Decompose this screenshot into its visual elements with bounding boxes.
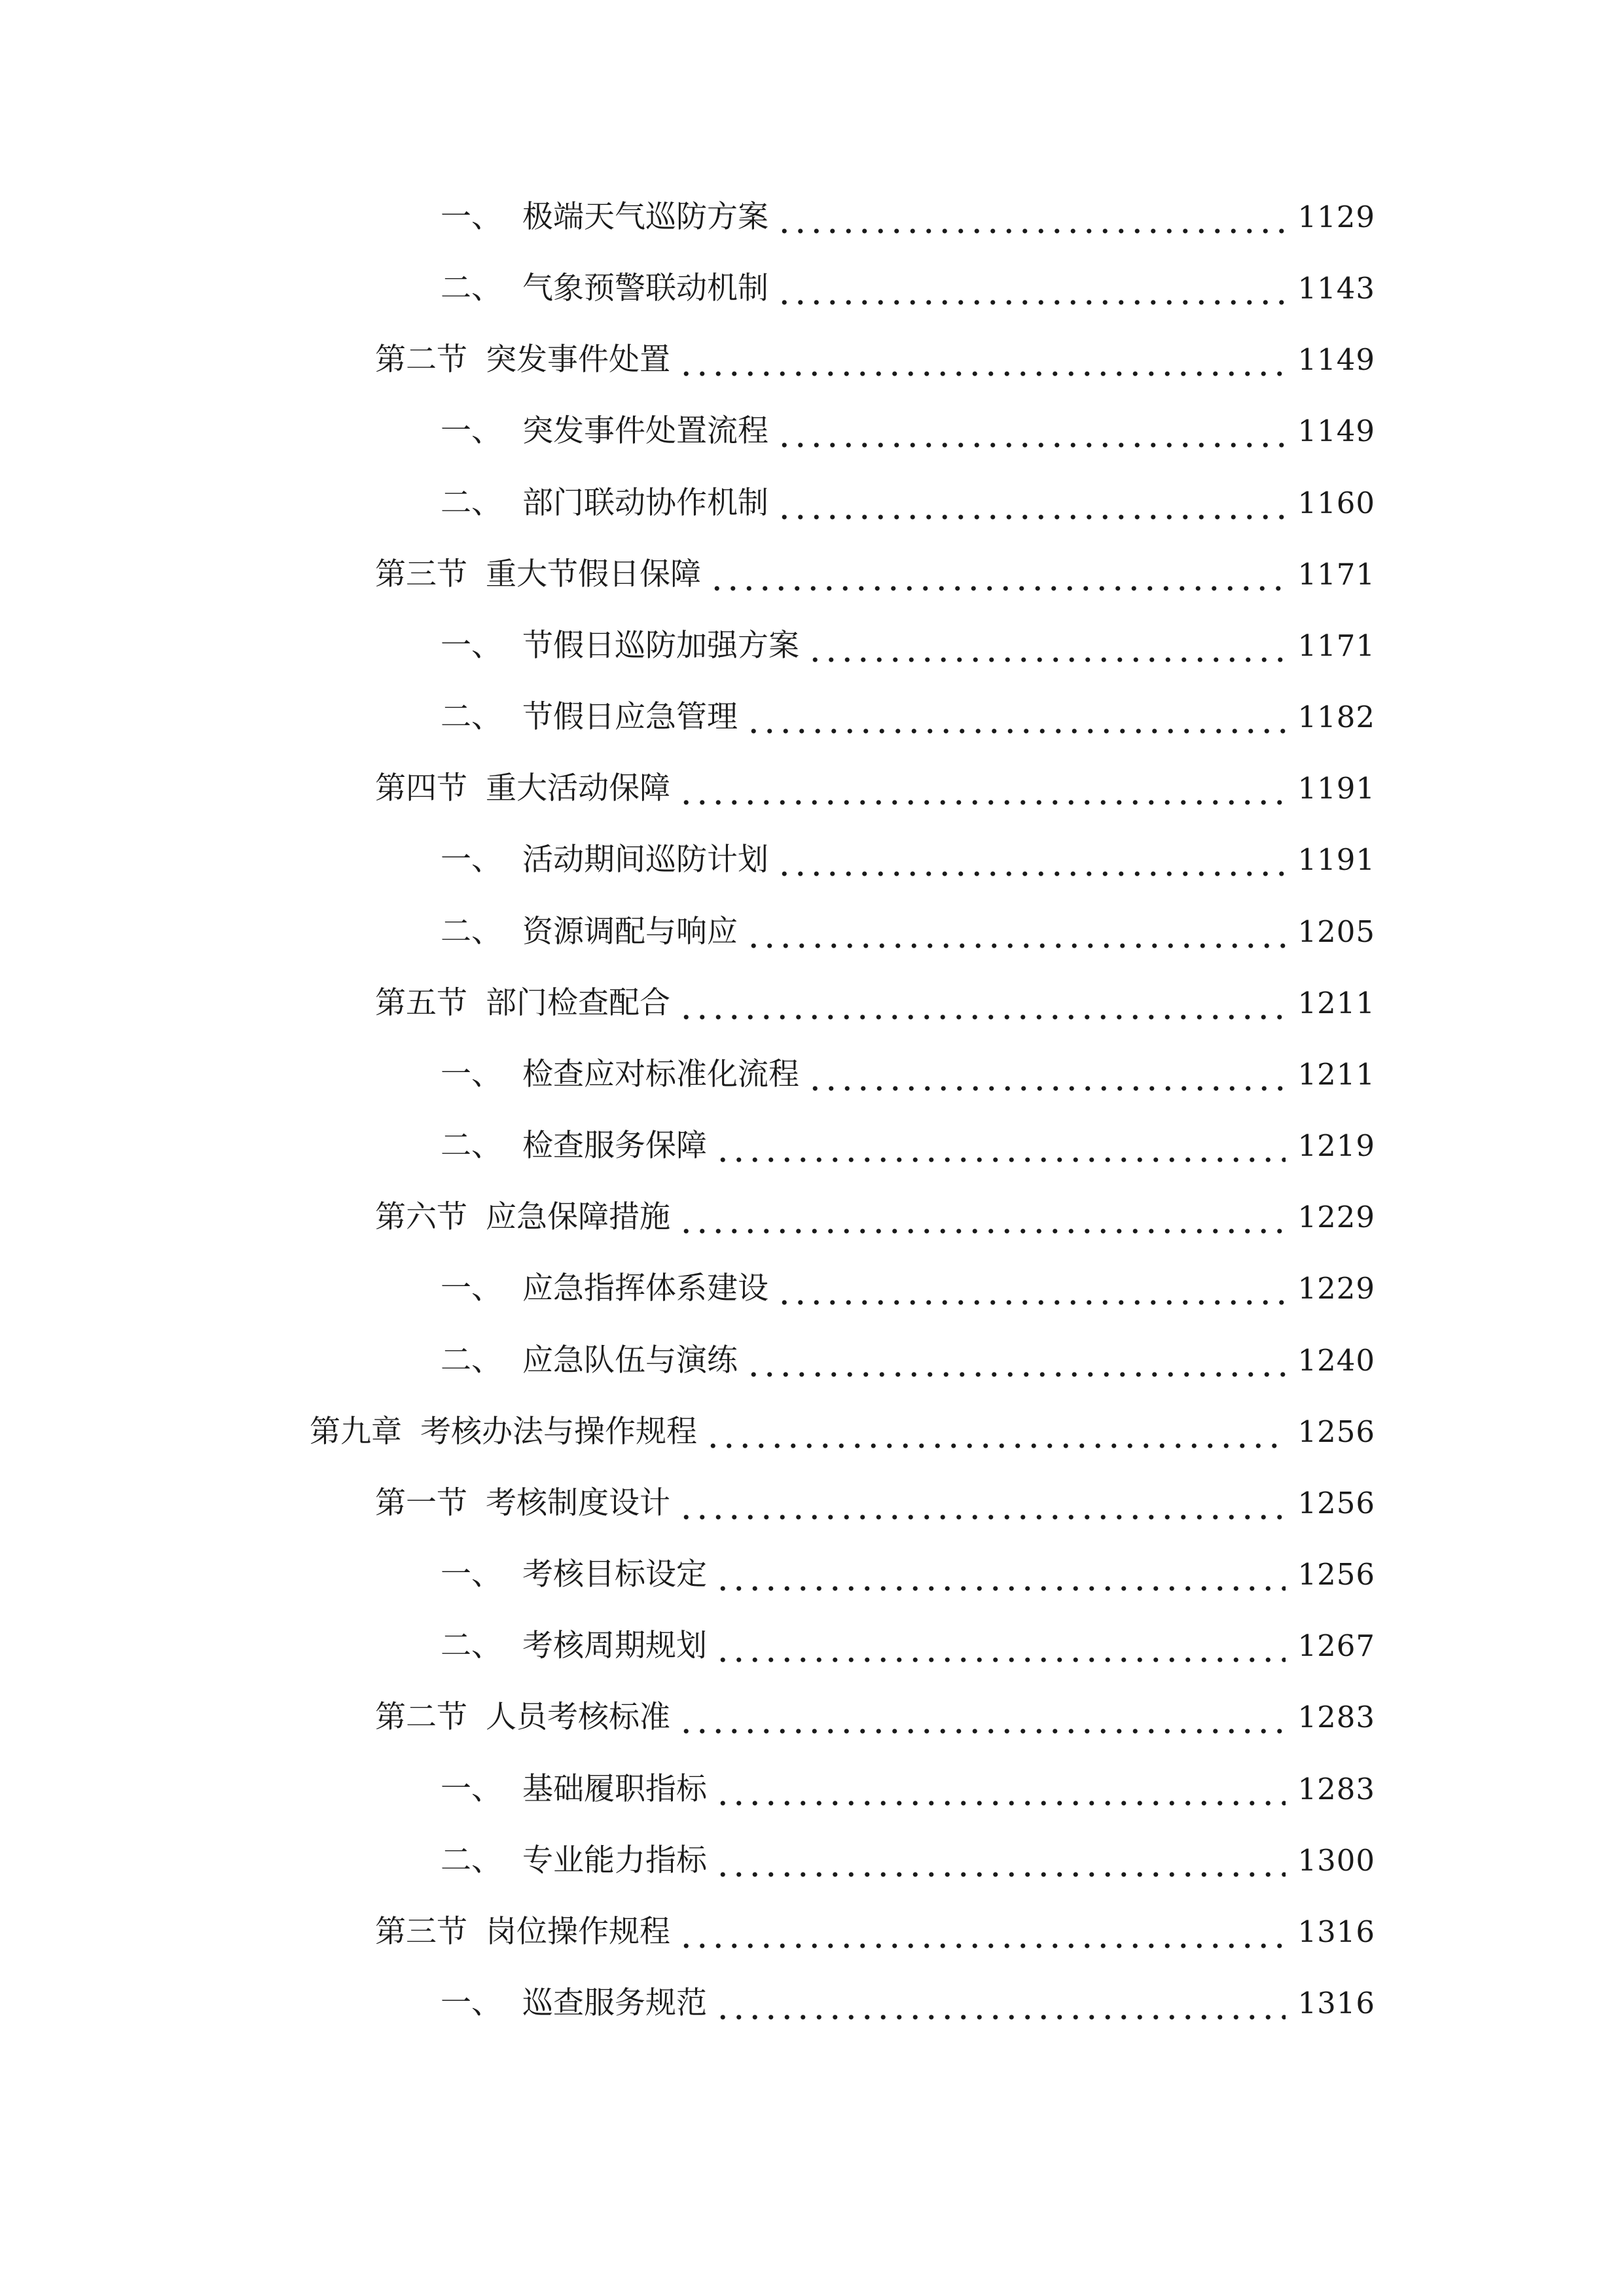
toc-entry[interactable]: [441, 837, 1375, 883]
entry-number: 一、: [441, 1771, 502, 1807]
entry-title: 专业能力指标: [522, 1842, 707, 1878]
entry-title: 活动期间巡防计划: [522, 842, 768, 878]
toc-entry[interactable]: [441, 266, 1375, 312]
toc-entry[interactable]: [441, 1266, 1375, 1312]
entry-page-number: 1191: [1297, 842, 1375, 877]
dot-leader: [746, 909, 1286, 955]
entry-title: 考核周期规划: [522, 1628, 707, 1664]
dot-leader: [678, 766, 1286, 812]
dot-leader: [746, 694, 1286, 740]
entry-number: 第三节: [375, 556, 467, 592]
entry-number: 一、: [441, 842, 502, 878]
entry-page-number: 1211: [1297, 1057, 1375, 1092]
entry-number: 第一节: [375, 1485, 467, 1521]
entry-page-number: 1316: [1297, 1986, 1375, 2020]
dot-leader: [776, 480, 1286, 526]
dot-leader: [807, 1052, 1286, 1098]
entry-page-number: 1160: [1297, 486, 1375, 520]
dot-leader: [709, 552, 1286, 598]
toc-entry[interactable]: [441, 1552, 1375, 1598]
entry-title: 突发事件处置流程: [522, 413, 768, 449]
dot-leader: [678, 337, 1286, 383]
toc-entry[interactable]: [441, 623, 1375, 669]
dot-leader: [678, 1480, 1286, 1526]
dot-leader: [807, 623, 1286, 669]
entry-page-number: 1149: [1297, 342, 1375, 377]
toc-entry[interactable]: [375, 1480, 1375, 1526]
toc-entry[interactable]: [441, 480, 1375, 526]
entry-title: 考核办法与操作规程: [420, 1414, 697, 1450]
dot-leader: [776, 194, 1286, 240]
entry-page-number: 1316: [1297, 1914, 1375, 1949]
dot-leader: [678, 980, 1286, 1026]
dot-leader: [705, 1409, 1286, 1455]
entry-title: 检查服务保障: [522, 1128, 707, 1164]
entry-number: 一、: [441, 413, 502, 449]
entry-title: 重大活动保障: [486, 770, 670, 806]
entry-number: 一、: [441, 1985, 502, 2021]
entry-page-number: 1229: [1297, 1271, 1375, 1306]
dot-leader: [776, 408, 1286, 454]
entry-title: 检查应对标准化流程: [522, 1056, 799, 1092]
entry-number: 二、: [441, 1842, 502, 1878]
dot-leader: [715, 1123, 1286, 1169]
entry-number: 一、: [441, 1556, 502, 1592]
entry-title: 岗位操作规程: [486, 1914, 670, 1950]
entry-title: 资源调配与响应: [522, 914, 738, 950]
entry-number: 二、: [441, 1342, 502, 1378]
dot-leader: [715, 1623, 1286, 1669]
toc-entry[interactable]: [310, 1409, 1375, 1455]
entry-title: 人员考核标准: [486, 1699, 670, 1735]
toc-entry[interactable]: [441, 1123, 1375, 1169]
entry-number: 一、: [441, 199, 502, 235]
entry-title: 部门检查配合: [486, 985, 670, 1021]
toc-entry[interactable]: [441, 1052, 1375, 1098]
toc-entry[interactable]: [441, 1838, 1375, 1884]
dot-leader: [776, 837, 1286, 883]
dot-leader: [678, 1194, 1286, 1240]
entry-page-number: 1283: [1297, 1700, 1375, 1734]
toc-entry[interactable]: [441, 694, 1375, 740]
entry-title: 节假日巡防加强方案: [522, 628, 799, 664]
entry-page-number: 1205: [1297, 914, 1375, 949]
entry-title: 基础履职指标: [522, 1771, 707, 1807]
toc-entry[interactable]: [441, 1623, 1375, 1669]
entry-page-number: 1300: [1297, 1843, 1375, 1878]
entry-page-number: 1182: [1297, 700, 1375, 734]
entry-title: 应急指挥体系建设: [522, 1270, 768, 1306]
toc-entry[interactable]: [441, 1981, 1375, 2026]
entry-number: 第四节: [375, 770, 467, 806]
toc-entry[interactable]: [441, 408, 1375, 454]
entry-page-number: 1229: [1297, 1200, 1375, 1234]
entry-page-number: 1171: [1297, 557, 1375, 592]
entry-title: 应急保障措施: [486, 1199, 670, 1235]
toc-entry[interactable]: [441, 909, 1375, 955]
entry-page-number: 1219: [1297, 1128, 1375, 1163]
entry-page-number: 1283: [1297, 1772, 1375, 1806]
dot-leader: [678, 1695, 1286, 1740]
dot-leader: [678, 1909, 1286, 1955]
entry-number: 第九章: [310, 1414, 402, 1450]
entry-page-number: 1267: [1297, 1628, 1375, 1663]
dot-leader: [746, 1338, 1286, 1384]
entry-number: 第三节: [375, 1914, 467, 1950]
toc-entry[interactable]: [375, 337, 1375, 383]
entry-page-number: 1143: [1297, 271, 1375, 306]
entry-title: 应急队伍与演练: [522, 1342, 738, 1378]
entry-number: 二、: [441, 914, 502, 950]
entry-title: 考核目标设定: [522, 1556, 707, 1592]
entry-page-number: 1171: [1297, 628, 1375, 663]
toc-entry[interactable]: [375, 980, 1375, 1026]
entry-number: 一、: [441, 1056, 502, 1092]
entry-number: 二、: [441, 270, 502, 306]
toc-entry[interactable]: [375, 1695, 1375, 1740]
entry-page-number: 1149: [1297, 414, 1375, 448]
entry-number: 一、: [441, 1270, 502, 1306]
entry-page-number: 1240: [1297, 1343, 1375, 1378]
entry-page-number: 1256: [1297, 1486, 1375, 1520]
dot-leader: [715, 1552, 1286, 1598]
entry-page-number: 1256: [1297, 1414, 1375, 1449]
entry-title: 气象预警联动机制: [522, 270, 768, 306]
entry-number: 第五节: [375, 985, 467, 1021]
entry-title: 巡查服务规范: [522, 1985, 707, 2021]
entry-title: 突发事件处置: [486, 342, 670, 378]
entry-title: 节假日应急管理: [522, 699, 738, 735]
entry-page-number: 1191: [1297, 771, 1375, 806]
toc-entry[interactable]: [441, 1767, 1375, 1812]
toc-entry[interactable]: [375, 1909, 1375, 1955]
dot-leader: [776, 1266, 1286, 1312]
entry-number: 二、: [441, 1628, 502, 1664]
entry-number: 第二节: [375, 1699, 467, 1735]
entry-title: 极端天气巡防方案: [522, 199, 768, 235]
toc-entry[interactable]: [375, 1194, 1375, 1240]
dot-leader: [715, 1981, 1286, 2026]
toc-entry[interactable]: [441, 1338, 1375, 1384]
dot-leader: [715, 1838, 1286, 1884]
entry-title: 部门联动协作机制: [522, 485, 768, 521]
entry-number: 二、: [441, 485, 502, 521]
entry-number: 二、: [441, 699, 502, 735]
entry-title: 重大节假日保障: [486, 556, 701, 592]
entry-page-number: 1256: [1297, 1557, 1375, 1592]
toc-entry[interactable]: [375, 552, 1375, 598]
toc-entry[interactable]: [441, 194, 1375, 240]
dot-leader: [776, 266, 1286, 312]
entry-page-number: 1211: [1297, 986, 1375, 1020]
entry-number: 第六节: [375, 1199, 467, 1235]
entry-page-number: 1129: [1297, 200, 1375, 234]
entry-number: 二、: [441, 1128, 502, 1164]
entry-title: 考核制度设计: [486, 1485, 670, 1521]
toc-entry[interactable]: [375, 766, 1375, 812]
entry-number: 第二节: [375, 342, 467, 378]
entry-number: 一、: [441, 628, 502, 664]
dot-leader: [715, 1767, 1286, 1812]
